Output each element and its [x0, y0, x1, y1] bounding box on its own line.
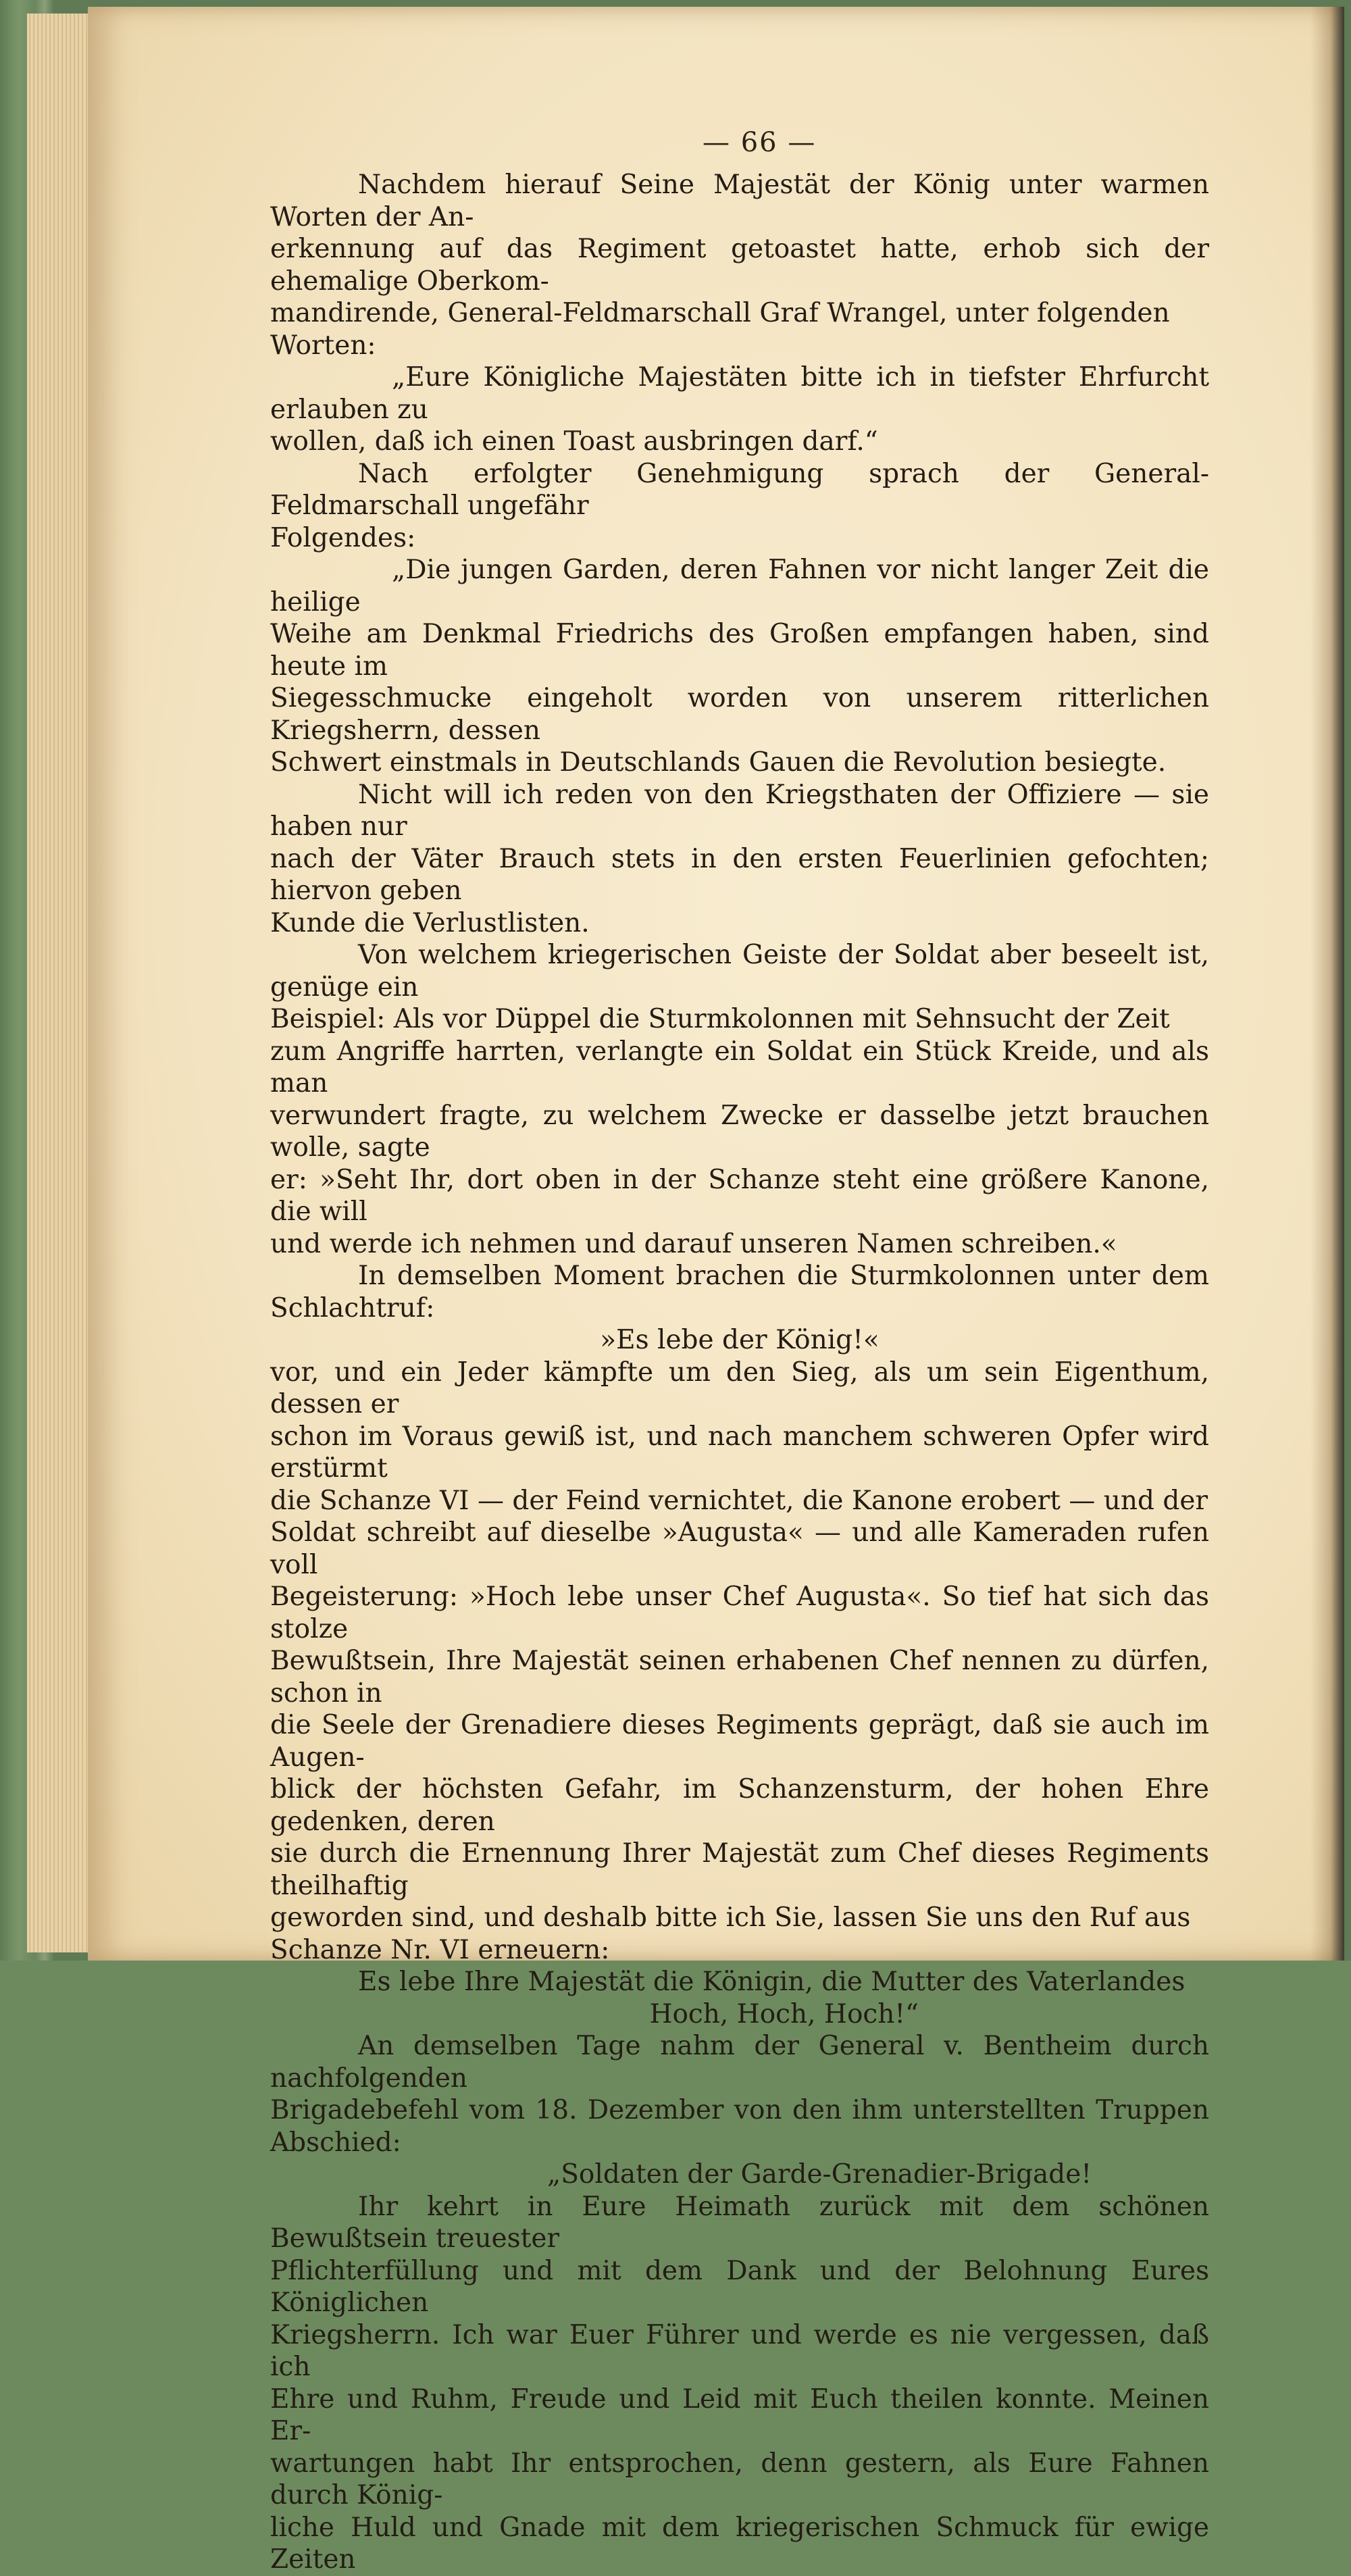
- text-line: »Es lebe der König!«: [600, 1325, 880, 1355]
- text-line: erkennung auf das Regiment getoastet hatte, erhob sich der ehemalige Oberkom-: [270, 234, 1209, 297]
- text-line: wollen, daß ich einen Toast ausbringen darf.“: [270, 426, 878, 457]
- text-line: „Die jungen Garden, deren Fahnen vor nicht langer Zeit die heilige: [270, 555, 1209, 617]
- text-line: Es lebe Ihre Majestät die Königin, die Mutter des Vaterlandes: [358, 1967, 1186, 1997]
- text-line: Von welchem kriegerischen Geiste der Soldat aber beseelt ist, genüge ein: [270, 940, 1209, 1003]
- text-line: Beispiel: Als vor Düppel die Sturmkolonnen mit Sehnsucht der Zeit: [270, 1004, 1170, 1034]
- page-body: [270, 169, 1209, 2576]
- text-line: er: »Seht Ihr, dort oben in der Schanze steht eine größere Kanone, die will: [270, 1164, 1209, 1227]
- text-line: liche Huld und Gnade mit dem kriegerischen Schmuck für ewige Zeiten: [270, 2512, 1209, 2575]
- text-line: Ehre und Ruhm, Freude und Leid mit Euch theilen konnte. Meinen Er-: [270, 2383, 1209, 2446]
- text-line: Nachdem hierauf Seine Majestät der König unter warmen Worten der An-: [270, 170, 1209, 232]
- text-line: Nach erfolgter Genehmigung sprach der General-Feldmarschall ungefähr: [270, 458, 1209, 521]
- text-line: „Eure Königliche Majestäten bitte ich in tiefster Ehrfurcht erlauben zu: [270, 362, 1209, 425]
- text-line: An demselben Tage nahm der General v. Bentheim durch nachfolgenden: [270, 2031, 1209, 2094]
- text-line: Kunde die Verlustlisten.: [270, 907, 590, 938]
- text-line: Nicht will ich reden von den Kriegsthaten der Offiziere — sie haben nur: [270, 779, 1209, 842]
- text-line: Bewußtsein, Ihre Majestät seinen erhabenen Chef nennen zu dürfen, schon in: [270, 1646, 1209, 1709]
- text-line: zum Angriffe harrten, verlangte ein Soldat ein Stück Kreide, und als man: [270, 1036, 1209, 1098]
- text-line: Schanze Nr. VI erneuern:: [270, 1934, 610, 1965]
- text-line: und werde ich nehmen und darauf unseren Namen schreiben.«: [270, 1228, 1117, 1259]
- text-line: Siegesschmucke eingeholt worden von unserem ritterlichen Kriegsherrn, dessen: [270, 683, 1209, 746]
- text-line: „Soldaten der Garde-Grenadier-Brigade!: [547, 2159, 1092, 2190]
- text-line: mandirende, General-Feldmarschall Graf Wrangel, unter folgenden Worten:: [270, 298, 1170, 361]
- text-line: Soldat schreibt auf dieselbe »Augusta« — und alle Kameraden rufen voll: [270, 1517, 1209, 1580]
- binding-gutter: [1310, 7, 1344, 1961]
- text-line: die Schanze VI — der Feind vernichtet, die Kanone erobert — und der: [270, 1485, 1208, 1516]
- text-line: In demselben Moment brachen die Sturmkolonnen unter dem Schlachtruf:: [270, 1261, 1209, 1323]
- text-line: Folgendes:: [270, 522, 416, 553]
- text-line: Ihr kehrt in Eure Heimath zurück mit dem schönen Bewußtsein treuester: [270, 2191, 1209, 2254]
- text-line: Pflichterfüllung und mit dem Dank und der Belohnung Eures Königlichen: [270, 2255, 1209, 2318]
- text-line: nach der Väter Brauch stets in den ersten Feuerlinien gefochten; hiervon geben: [270, 843, 1209, 906]
- text-line: Schwert einstmals in Deutschlands Gauen die Revolution besiegte.: [270, 747, 1167, 778]
- text-line: Brigadebefehl vom 18. Dezember von den ihm unterstellten Truppen Abschied:: [270, 2095, 1209, 2158]
- text-line: geworden sind, und deshalb bitte ich Sie, lassen Sie uns den Ruf aus: [270, 1902, 1191, 1933]
- text-line: Kriegsherrn. Ich war Euer Führer und werde es nie vergessen, daß ich: [270, 2319, 1209, 2382]
- page-number: — 66 —: [703, 127, 817, 158]
- text-line: die Seele der Grenadiere dieses Regiments geprägt, daß sie auch im Augen-: [270, 1710, 1209, 1773]
- text-line: verwundert fragte, zu welchem Zwecke er dasselbe jetzt brauchen wolle, sagte: [270, 1100, 1209, 1163]
- text-line: Begeisterung: »Hoch lebe unser Chef Augusta«. So tief hat sich das stolze: [270, 1582, 1209, 1644]
- text-line: Hoch, Hoch, Hoch!“: [649, 1998, 919, 2029]
- text-line: wartungen habt Ihr entsprochen, denn gestern, als Eure Fahnen durch König-: [270, 2448, 1209, 2510]
- text-line: vor, und ein Jeder kämpfte um den Sieg, als um sein Eigenthum, dessen er: [270, 1357, 1209, 1419]
- text-line: schon im Voraus gewiß ist, und nach manchem schweren Opfer wird erstürmt: [270, 1421, 1209, 1484]
- text-line: sie durch die Ernennung Ihrer Majestät zum Chef dieses Regiments theilhaftig: [270, 1838, 1209, 1901]
- text-line: blick der höchsten Gefahr, im Schanzensturm, der hohen Ehre gedenken, deren: [270, 1774, 1209, 1837]
- text-line: Weihe am Denkmal Friedrichs des Großen empfangen haben, sind heute im: [270, 619, 1209, 682]
